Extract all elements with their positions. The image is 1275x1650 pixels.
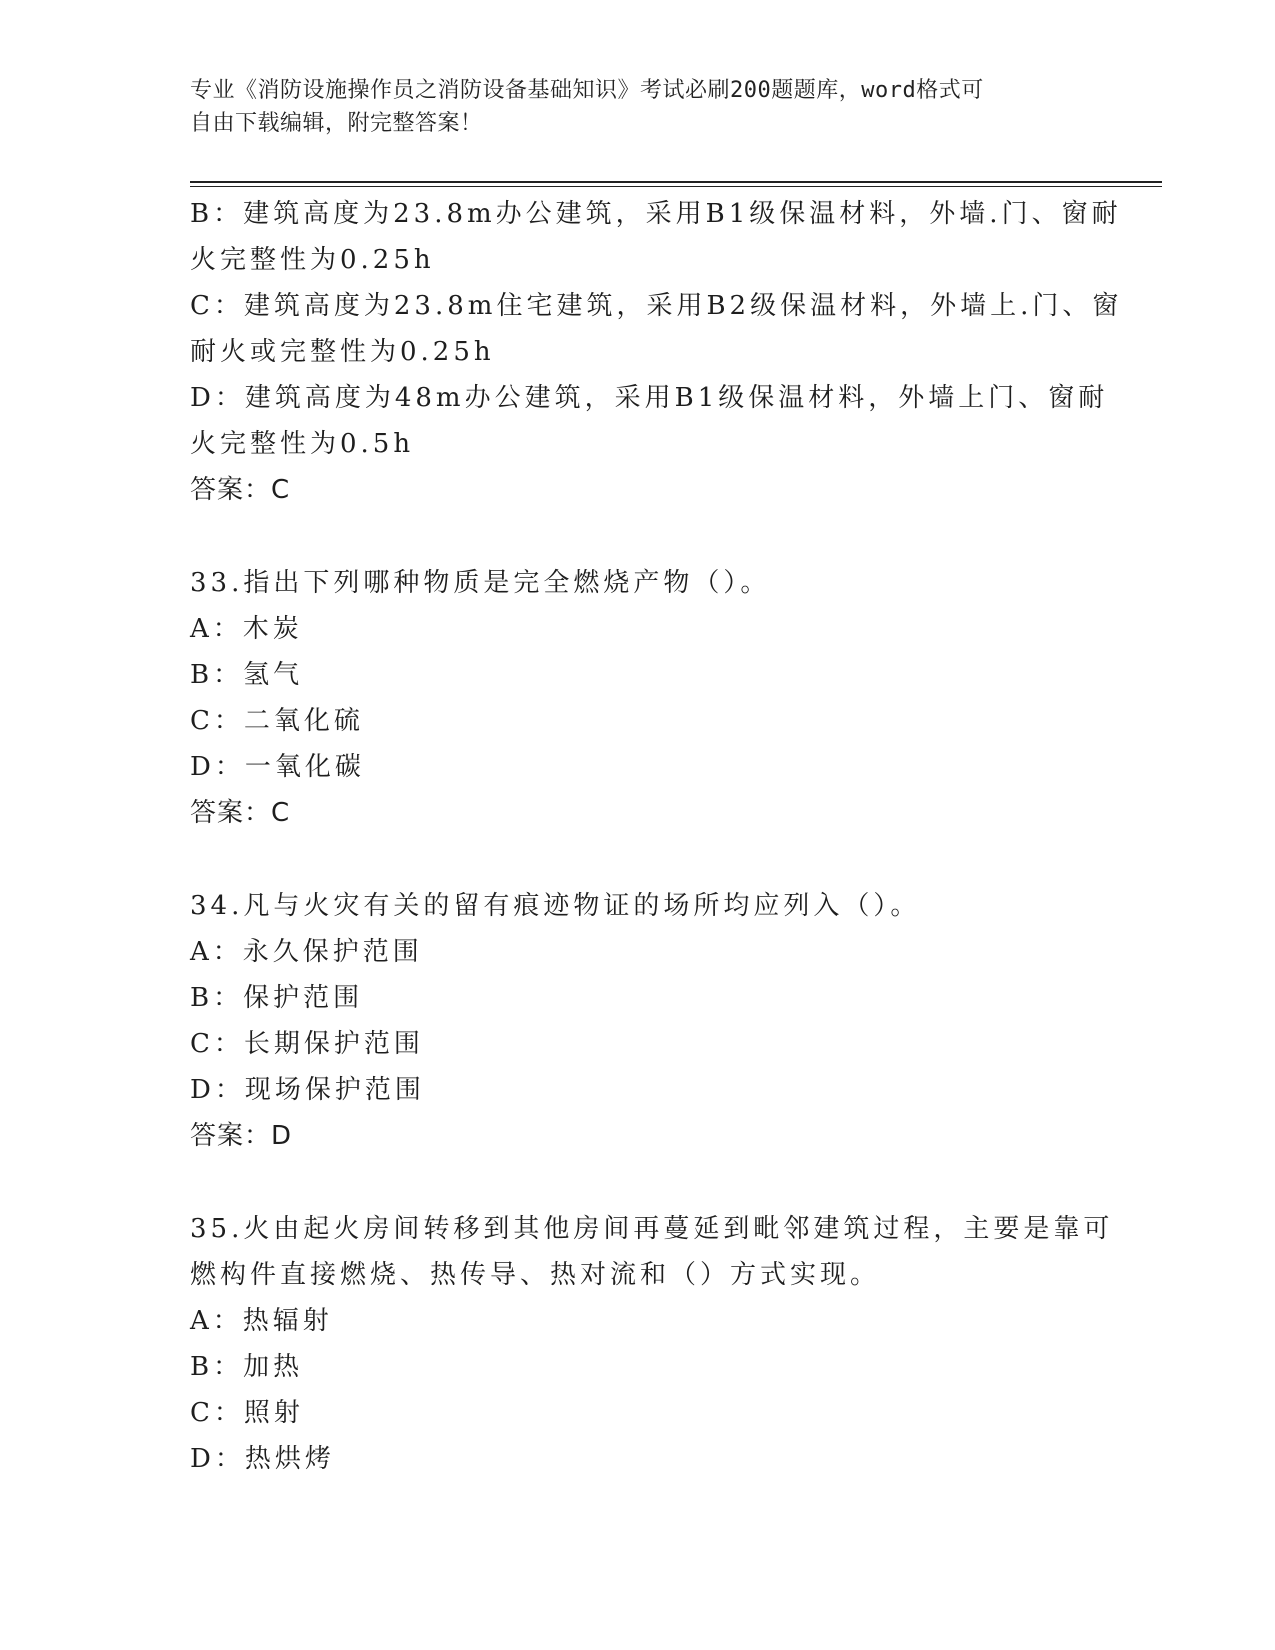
question-33 xyxy=(190,560,1090,836)
option-b-line-1: B：建筑高度为23.8m办公建筑，采用B1级保温材料，外墙.门、窗耐 xyxy=(190,199,1122,229)
document-header xyxy=(190,74,1090,140)
option-a: A：热辐射 xyxy=(190,1306,333,1336)
question-32-continued xyxy=(190,191,1123,513)
option-b: B：加热 xyxy=(190,1352,304,1382)
answer-32: 答案：C xyxy=(190,475,291,505)
option-d: D：热烘烤 xyxy=(190,1444,335,1474)
question-stem-line-2: 燃构件直接燃烧、热传导、热对流和（）方式实现。 xyxy=(190,1260,881,1290)
header-line-2: 自由下载编辑，附完整答案！ xyxy=(190,111,483,136)
option-c-line-2: 耐火或完整性为0.25h xyxy=(190,337,495,367)
option-c: C：照射 xyxy=(190,1398,304,1428)
header-line-1: 专业《消防设施操作员之消防设备基础知识》考试必刷200题题库，word格式可 xyxy=(190,78,984,103)
question-stem: 33.指出下列哪种物质是完全燃烧产物（）。 xyxy=(190,568,771,598)
header-divider-thin xyxy=(190,186,1162,187)
option-a: A：木炭 xyxy=(190,614,303,644)
answer-34: 答案：D xyxy=(190,1121,293,1151)
option-c: C：长期保护范围 xyxy=(190,1029,424,1059)
option-a: A：永久保护范围 xyxy=(190,937,423,967)
option-b: B：保护范围 xyxy=(190,983,364,1013)
question-34 xyxy=(190,883,1090,1159)
question-content xyxy=(190,191,1123,1482)
option-d: D：一氧化碳 xyxy=(190,752,365,782)
option-d-line-1: D：建筑高度为48m办公建筑，采用B1级保温材料，外墙上门、窗耐 xyxy=(190,383,1109,413)
question-stem-line-1: 35.火由起火房间转移到其他房间再蔓延到毗邻建筑过程，主要是靠可 xyxy=(190,1214,1114,1244)
question-35 xyxy=(190,1206,1114,1482)
option-b: B：氢气 xyxy=(190,660,304,690)
option-b-line-2: 火完整性为0.25h xyxy=(190,245,435,275)
option-d-line-2: 火完整性为0.5h xyxy=(190,429,415,459)
option-c: C：二氧化硫 xyxy=(190,706,364,736)
option-d: D：现场保护范围 xyxy=(190,1075,425,1105)
header-divider-thick xyxy=(190,181,1162,183)
question-stem: 34.凡与火灾有关的留有痕迹物证的场所均应列入（）。 xyxy=(190,891,921,921)
option-c-line-1: C：建筑高度为23.8m住宅建筑，采用B2级保温材料，外墙上.门、窗 xyxy=(190,291,1123,321)
answer-33: 答案：C xyxy=(190,798,291,828)
